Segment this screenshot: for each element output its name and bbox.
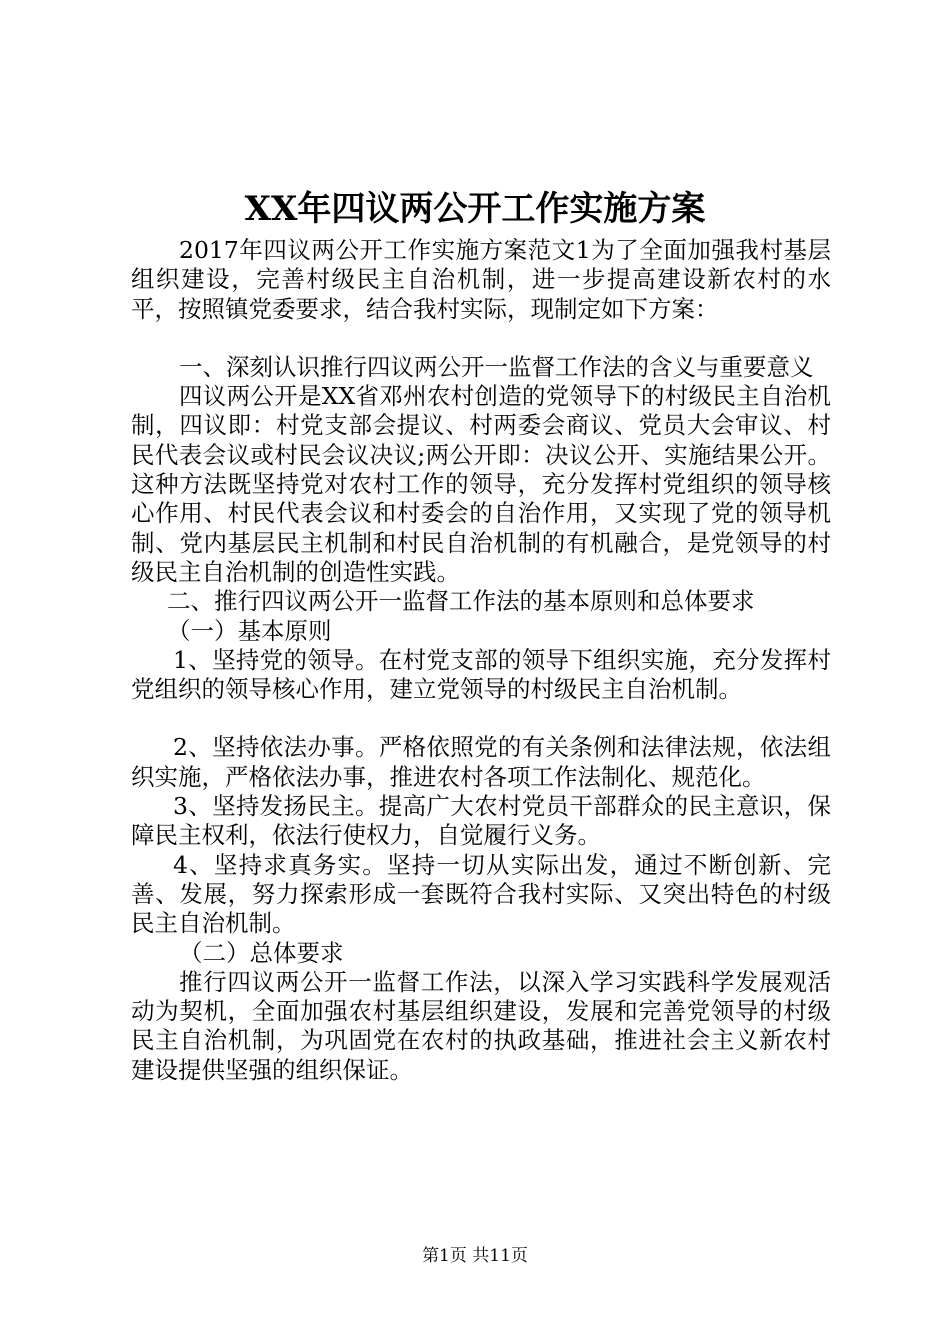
document-body [131, 236, 831, 1085]
paragraph-gap [131, 324, 831, 353]
principle-2-paragraph: 2、坚持依法办事。严格依照党的有关条例和法律法规，依法组织实施，严格依法办事，推进农村各项工作法制化、规范化。 [131, 733, 831, 791]
principle-4-paragraph: 4、坚持求真务实。坚持一切从实际出发，通过不断创新、完善、发展，努力探索形成一套既符合我村实际、又突出特色的村级民主自治机制。 [131, 850, 831, 938]
paragraph-gap [131, 704, 831, 733]
document-title: XX年四议两公开工作实施方案 [244, 189, 706, 229]
principle-1-paragraph: 1、坚持党的领导。在村党支部的领导下组织实施，充分发挥村党组织的领导核心作用，建立党领导的村级民主自治机制。 [131, 645, 831, 704]
subsection-heading-basic-principles: （一）基本原则 [167, 616, 332, 645]
subsection-heading-overall-requirements: （二）总体要求 [179, 938, 344, 967]
overall-requirements-paragraph: 推行四议两公开一监督工作法，以深入学习实践科学发展观活动为契机，全面加强农村基层组织建设，发展和完善党领导的村级民主自治机制，为巩固党在农村的执政基础，推进社会主义新农村建设提供坚强的组织保证。 [131, 967, 831, 1084]
section-heading-2: 二、推行四议两公开一监督工作法的基本原则和总体要求 [167, 587, 755, 616]
section-heading-1: 一、深刻认识推行四议两公开一监督工作法的含义与重要意义 [179, 352, 814, 381]
section-1-paragraph: 四议两公开是XX省邓州农村创造的党领导下的村级民主自治机制，四议即：村党支部会提议、村两委会商议、党员大会审议、村民代表会议或村民会议决议;两公开即：决议公开、实施结果公开。这种方法既坚持党对农村工作的领导，充分发挥村党组织的领导核心作用、村民代表会议和村委会的自治作用，又实现了党的领导机制、党内基层民主机制和村民自治机制的有机融合，是党领导的村级民主自治机制的创造性实践。 [131, 382, 831, 586]
principle-3-paragraph: 3、坚持发扬民主。提高广大农村党员干部群众的民主意识，保障民主权利，依法行使权力，自觉履行义务。 [131, 792, 831, 850]
intro-paragraph: 2017年四议两公开工作实施方案范文1为了全面加强我村基层组织建设，完善村级民主自治机制，进一步提高建设新农村的水平，按照镇党委要求，结合我村实际，现制定如下方案： [131, 236, 831, 323]
page-number-footer: 第1页 共11页 [422, 1246, 528, 1266]
